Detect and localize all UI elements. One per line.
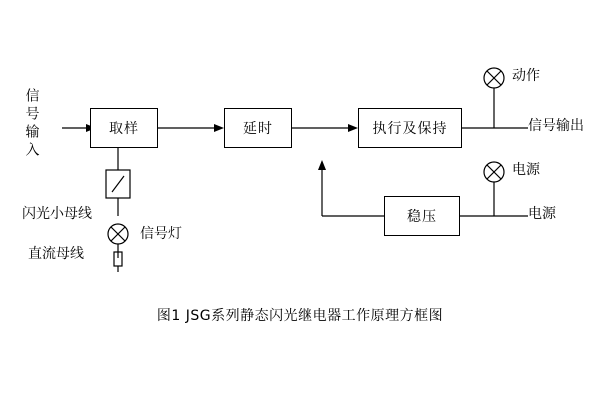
label-power-top: 电源	[512, 162, 540, 178]
block-regulator[interactable]	[384, 196, 460, 236]
label-action: 动作	[512, 68, 540, 84]
block-execute-hold-label: 执行及保持	[372, 121, 448, 137]
arrow-sampling-to-delay	[214, 124, 224, 132]
block-execute-hold[interactable]	[358, 108, 462, 148]
arrow-delay-to-execute	[348, 124, 358, 132]
arrow-feedback-to-execute	[318, 160, 326, 170]
label-signal-output: 信号输出	[528, 118, 584, 134]
block-delay[interactable]	[224, 108, 292, 148]
block-sampling-label: 取样	[109, 121, 139, 137]
label-power-bottom: 电源	[528, 206, 556, 222]
block-delay-label: 延时	[243, 121, 273, 137]
label-dc-bus: 直流母线	[28, 246, 84, 262]
block-sampling[interactable]	[90, 108, 158, 148]
label-signal-lamp: 信号灯	[140, 226, 182, 242]
block-regulator-label: 稳压	[407, 209, 437, 225]
label-flash-bus: 闪光小母线	[22, 206, 92, 222]
label-input-signal: 信号输入	[23, 88, 40, 160]
figure-caption: 图1 JSG系列静态闪光继电器工作原理方框图	[156, 308, 444, 324]
switch-contact-blade	[112, 176, 124, 192]
